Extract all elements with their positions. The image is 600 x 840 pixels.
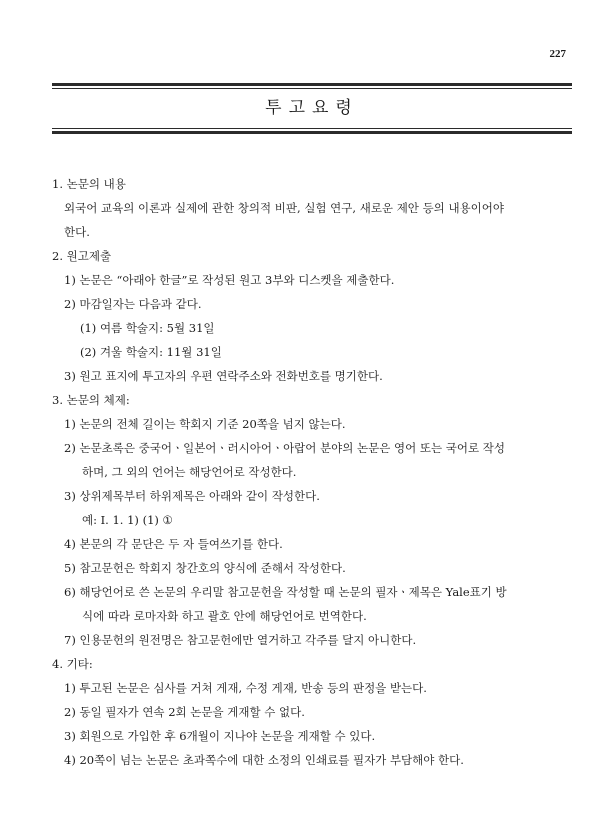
list-item: (1) 여름 학술지: 5월 31일 <box>80 321 215 335</box>
list-item: 2) 논문초록은 중국어ㆍ일본어ㆍ러시아어ㆍ아랍어 분야의 논문은 영어 또는 국어로 작성 <box>64 441 505 455</box>
list-item: 3) 회원으로 가입한 후 6개월이 지나야 논문을 게재할 수 있다. <box>64 729 376 743</box>
section-heading: 2. 원고제출 <box>52 249 112 263</box>
list-item-continuation: 하며, 그 외의 언어는 해당언어로 작성한다. <box>82 465 297 479</box>
section-text: 한다. <box>64 225 90 239</box>
list-item-continuation: 식에 따라 로마자화 하고 괄호 안에 해당언어로 번역한다. <box>82 609 367 623</box>
title-rule-bottom-thin <box>52 128 572 129</box>
section-heading: 1. 논문의 내용 <box>52 177 126 191</box>
title-rule-bottom <box>52 131 572 134</box>
list-item: 2) 동일 필자가 연속 2회 논문을 게재할 수 없다. <box>64 705 305 719</box>
list-item: 3) 상위제목부터 하위제목은 아래와 같이 작성한다. <box>64 489 320 503</box>
list-item: 4) 20쪽이 넘는 논문은 초과쪽수에 대한 소정의 인쇄료를 필자가 부담해야 한다. <box>64 753 464 767</box>
list-item: 1) 논문의 전체 길이는 학회지 기준 20쪽을 넘지 않는다. <box>64 417 346 431</box>
page-number: 227 <box>549 48 566 60</box>
list-item: 5) 참고문헌은 학회지 창간호의 양식에 준해서 작성한다. <box>64 561 346 575</box>
section-text: 외국어 교육의 이론과 실제에 관한 창의적 비판, 실험 연구, 새로운 제안 등의 내용이어야 <box>64 201 504 215</box>
list-item-example: 예: I. 1. 1) (1) ① <box>82 513 173 527</box>
list-item: 4) 본문의 각 문단은 두 자 들여쓰기를 한다. <box>64 537 283 551</box>
list-item: (2) 겨울 학술지: 11월 31일 <box>80 345 222 359</box>
list-item: 6) 해당언어로 쓴 논문의 우리말 참고문헌을 작성할 때 논문의 필자ㆍ제목은 Yale표기 방 <box>64 585 507 599</box>
title-rule-top <box>52 83 572 86</box>
section-heading: 3. 논문의 체제: <box>52 393 130 407</box>
list-item: 1) 논문은 “아래아 한글”로 작성된 원고 3부와 디스켓을 제출한다. <box>64 273 395 287</box>
page-title: 투고요령 <box>265 98 359 118</box>
list-item: 2) 마감일자는 다음과 같다. <box>64 297 202 311</box>
list-item: 1) 투고된 논문은 심사를 거쳐 게재, 수정 게재, 반송 등의 판정을 받는다. <box>64 681 427 695</box>
section-heading: 4. 기타: <box>52 657 93 671</box>
list-item: 3) 원고 표지에 투고자의 우편 연락주소와 전화번호를 명기한다. <box>64 369 383 383</box>
list-item: 7) 인용문헌의 원전명은 참고문헌에만 열거하고 각주를 달지 아니한다. <box>64 633 417 647</box>
title-rule-top-thin <box>52 88 572 89</box>
